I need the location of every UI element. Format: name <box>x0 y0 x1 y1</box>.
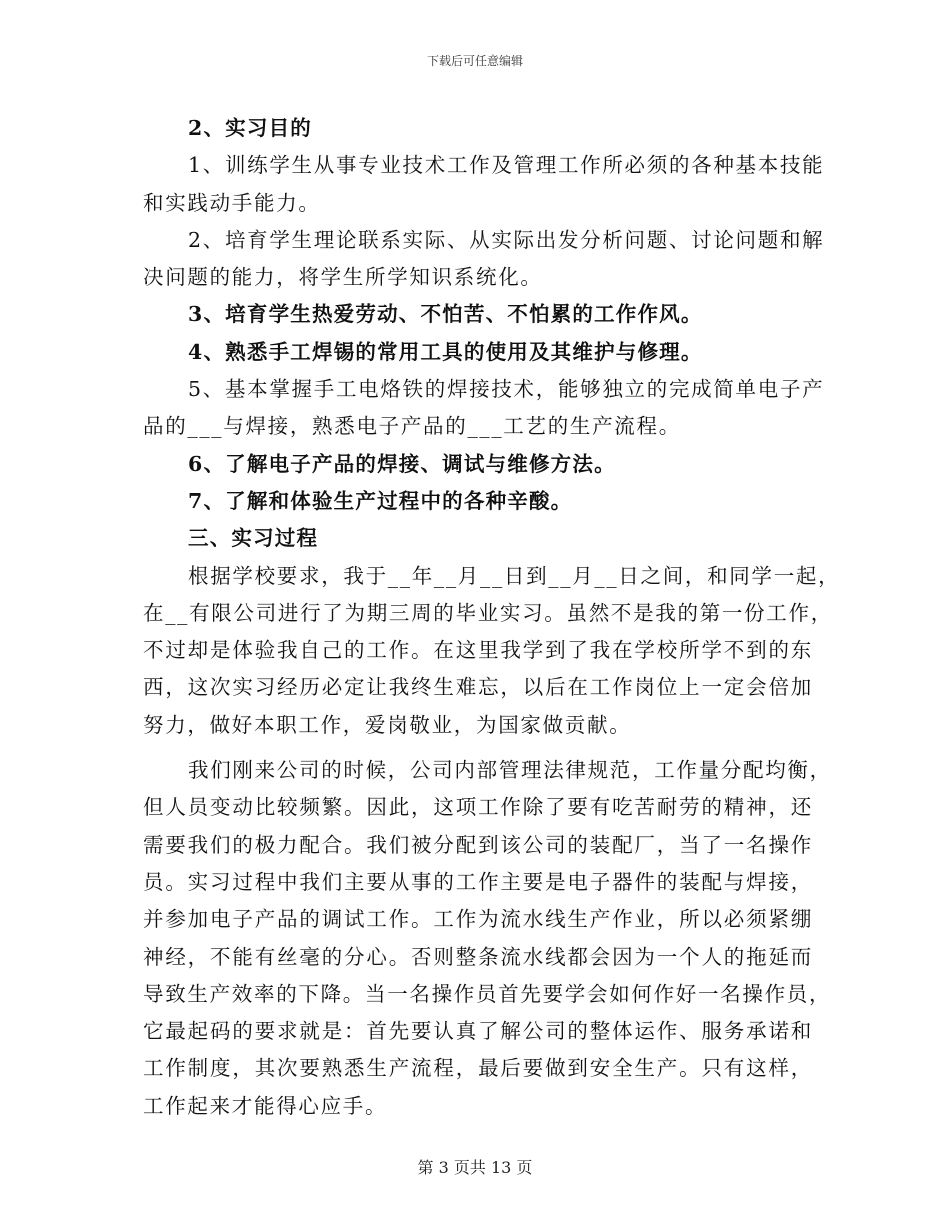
paragraph-line: 员。实习过程中我们主要从事的工作主要是电子器件的装配与焊接， <box>143 869 813 894</box>
paragraph-line: 我们刚来公司的时候，公司内部管理法律规范，工作量分配均衡， <box>188 758 832 783</box>
paragraph-line: 导致生产效率的下降。当一名操作员首先要学会如何作好一名操作员， <box>143 981 832 1006</box>
paragraph-line: 需要我们的极力配合。我们被分配到该公司的装配厂，当了一名操作 <box>143 832 813 857</box>
paragraph-gap <box>143 744 813 752</box>
paragraph-line: 并参加电子产品的调试工作。工作为流水线生产作业，所以必须紧绷 <box>143 907 813 932</box>
paragraph-line: 不过却是体验我自己的工作。在这里我学到了我在学校所学不到的东 <box>143 638 813 663</box>
paragraph-line: 但人员变动比较频繁。因此，这项工作除了要有吃苦耐劳的精神，还 <box>143 795 813 820</box>
list-item-bold: 4、熟悉手工焊锡的常用工具的使用及其维护与修理。 <box>188 339 703 364</box>
paragraph-line: 1、训练学生从事专业技术工作及管理工作所必须的各种基本技能 <box>188 153 825 178</box>
paragraph-line: 根据学校要求，我于__年__月__日到__月__日之间，和同学一起， <box>188 563 841 588</box>
list-item-bold: 3、培育学生热爱劳动、不怕苦、不怕累的工作作风。 <box>188 302 703 327</box>
paragraph-line: 2、培育学生理论联系实际、从实际出发分析问题、讨论问题和解 <box>188 227 825 252</box>
page-header: 下载后可任意编辑 <box>426 54 523 68</box>
paragraph-line: 工作起来才能得心应手。 <box>143 1093 388 1118</box>
paragraph-line: 和实践动手能力。 <box>143 190 321 215</box>
paragraph-line: 决问题的能力，将学生所学知识系统化。 <box>143 265 543 290</box>
section-heading-objectives: 2、实习目的 <box>188 116 312 140</box>
paragraph-line: 在__有限公司进行了为期三周的毕业实习。虽然不是我的第一份工作， <box>143 600 833 625</box>
paragraph-line: 它最起码的要求就是：首先要认真了解公司的整体运作、服务承诺和 <box>143 1019 813 1044</box>
paragraph-line: 品的___与焊接，熟悉电子产品的___工艺的生产流程。 <box>143 414 681 439</box>
section-heading-process: 三、实习过程 <box>188 526 319 551</box>
paragraph-line: 西，这次实习经历必定让我终生难忘，以后在工作岗位上一定会倍加 <box>143 675 813 700</box>
paragraph-line: 工作制度，其次要熟悉生产流程，最后要做到安全生产。只有这样， <box>143 1056 813 1081</box>
document-body <box>143 110 841 1125</box>
page-footer: 第 3 页共 13 页 <box>417 1158 533 1177</box>
paragraph-line: 努力，做好本职工作，爱岗敬业，为国家做贡献。 <box>143 712 632 737</box>
list-item-bold: 6、了解电子产品的焊接、调试与维修方法。 <box>188 451 616 476</box>
paragraph-line: 5、基本掌握手工电烙铁的焊接技术，能够独立的完成简单电子产 <box>188 377 825 402</box>
list-item-bold: 7、了解和体验生产过程中的各种辛酸。 <box>188 488 573 513</box>
paragraph-line: 神经，不能有丝毫的分心。否则整条流水线都会因为一个人的拖延而 <box>143 944 813 969</box>
